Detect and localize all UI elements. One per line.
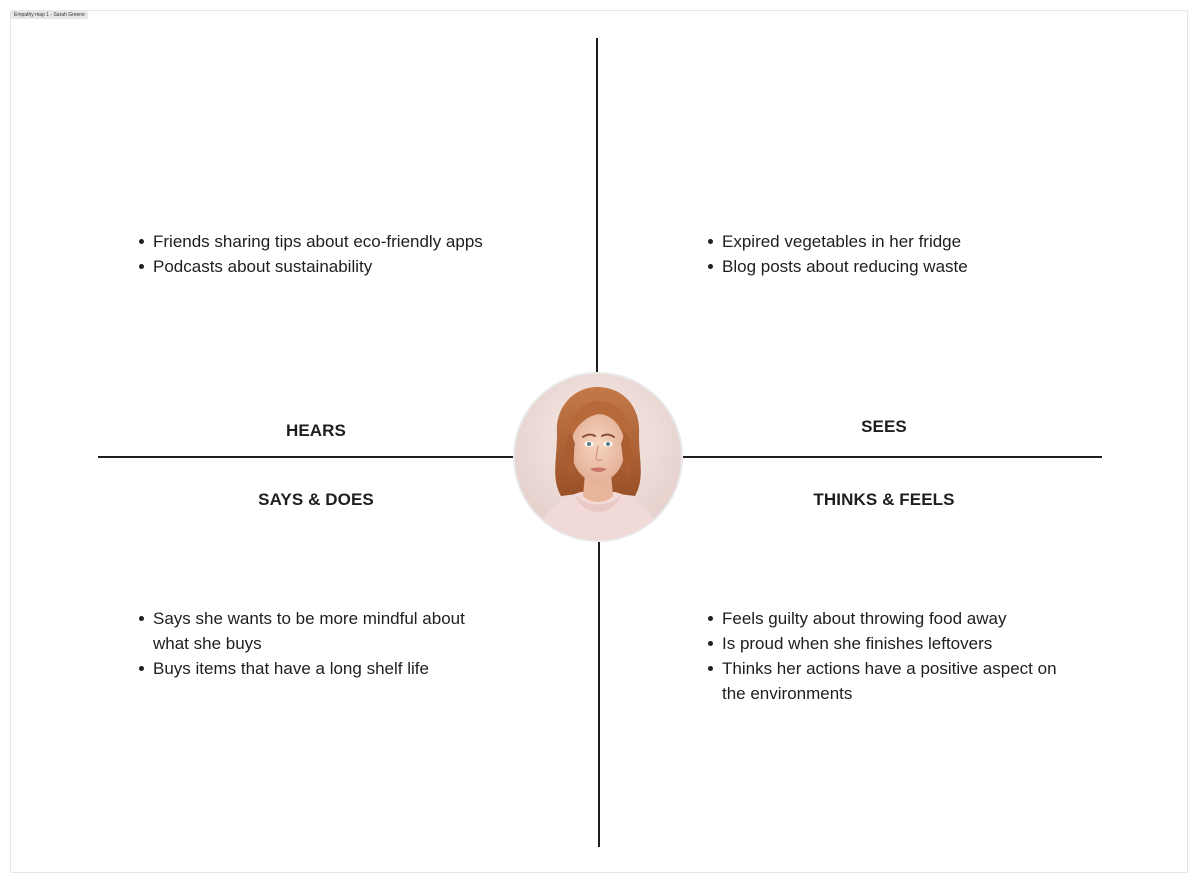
- sees-list[interactable]: [705, 229, 1102, 279]
- thinks-feels-list[interactable]: [705, 606, 1082, 706]
- divider-vertical-top: [596, 38, 598, 372]
- persona-avatar[interactable]: [513, 372, 683, 542]
- list-item: Buys items that have a long shelf life: [153, 656, 493, 681]
- says-does-heading: SAYS & DOES: [258, 490, 374, 509]
- list-item: Blog posts about reducing waste: [722, 254, 1102, 279]
- divider-horizontal-right: [683, 456, 1102, 458]
- portrait-photo-icon: [515, 374, 681, 540]
- list-item: Is proud when she finishes leftovers: [722, 631, 1082, 656]
- sees-heading: SEES: [861, 417, 907, 436]
- divider-vertical-bottom: [598, 542, 600, 847]
- list-item: Feels guilty about throwing food away: [722, 606, 1082, 631]
- thinks-feels-heading: THINKS & FEELS: [813, 490, 955, 509]
- hears-list[interactable]: [136, 229, 533, 279]
- frame-label[interactable]: Empathy map 1 - Sarah Greene: [11, 11, 88, 19]
- list-item: Expired vegetables in her fridge: [722, 229, 1102, 254]
- list-item: Podcasts about sustainability: [153, 254, 533, 279]
- list-item: Thinks her actions have a positive aspect on the environments: [722, 656, 1082, 706]
- divider-horizontal-left: [98, 456, 514, 458]
- hears-heading: HEARS: [285, 421, 347, 440]
- list-item: Says she wants to be more mindful about what she buys: [153, 606, 493, 656]
- list-item: Friends sharing tips about eco-friendly apps: [153, 229, 533, 254]
- says-does-list[interactable]: [136, 606, 493, 681]
